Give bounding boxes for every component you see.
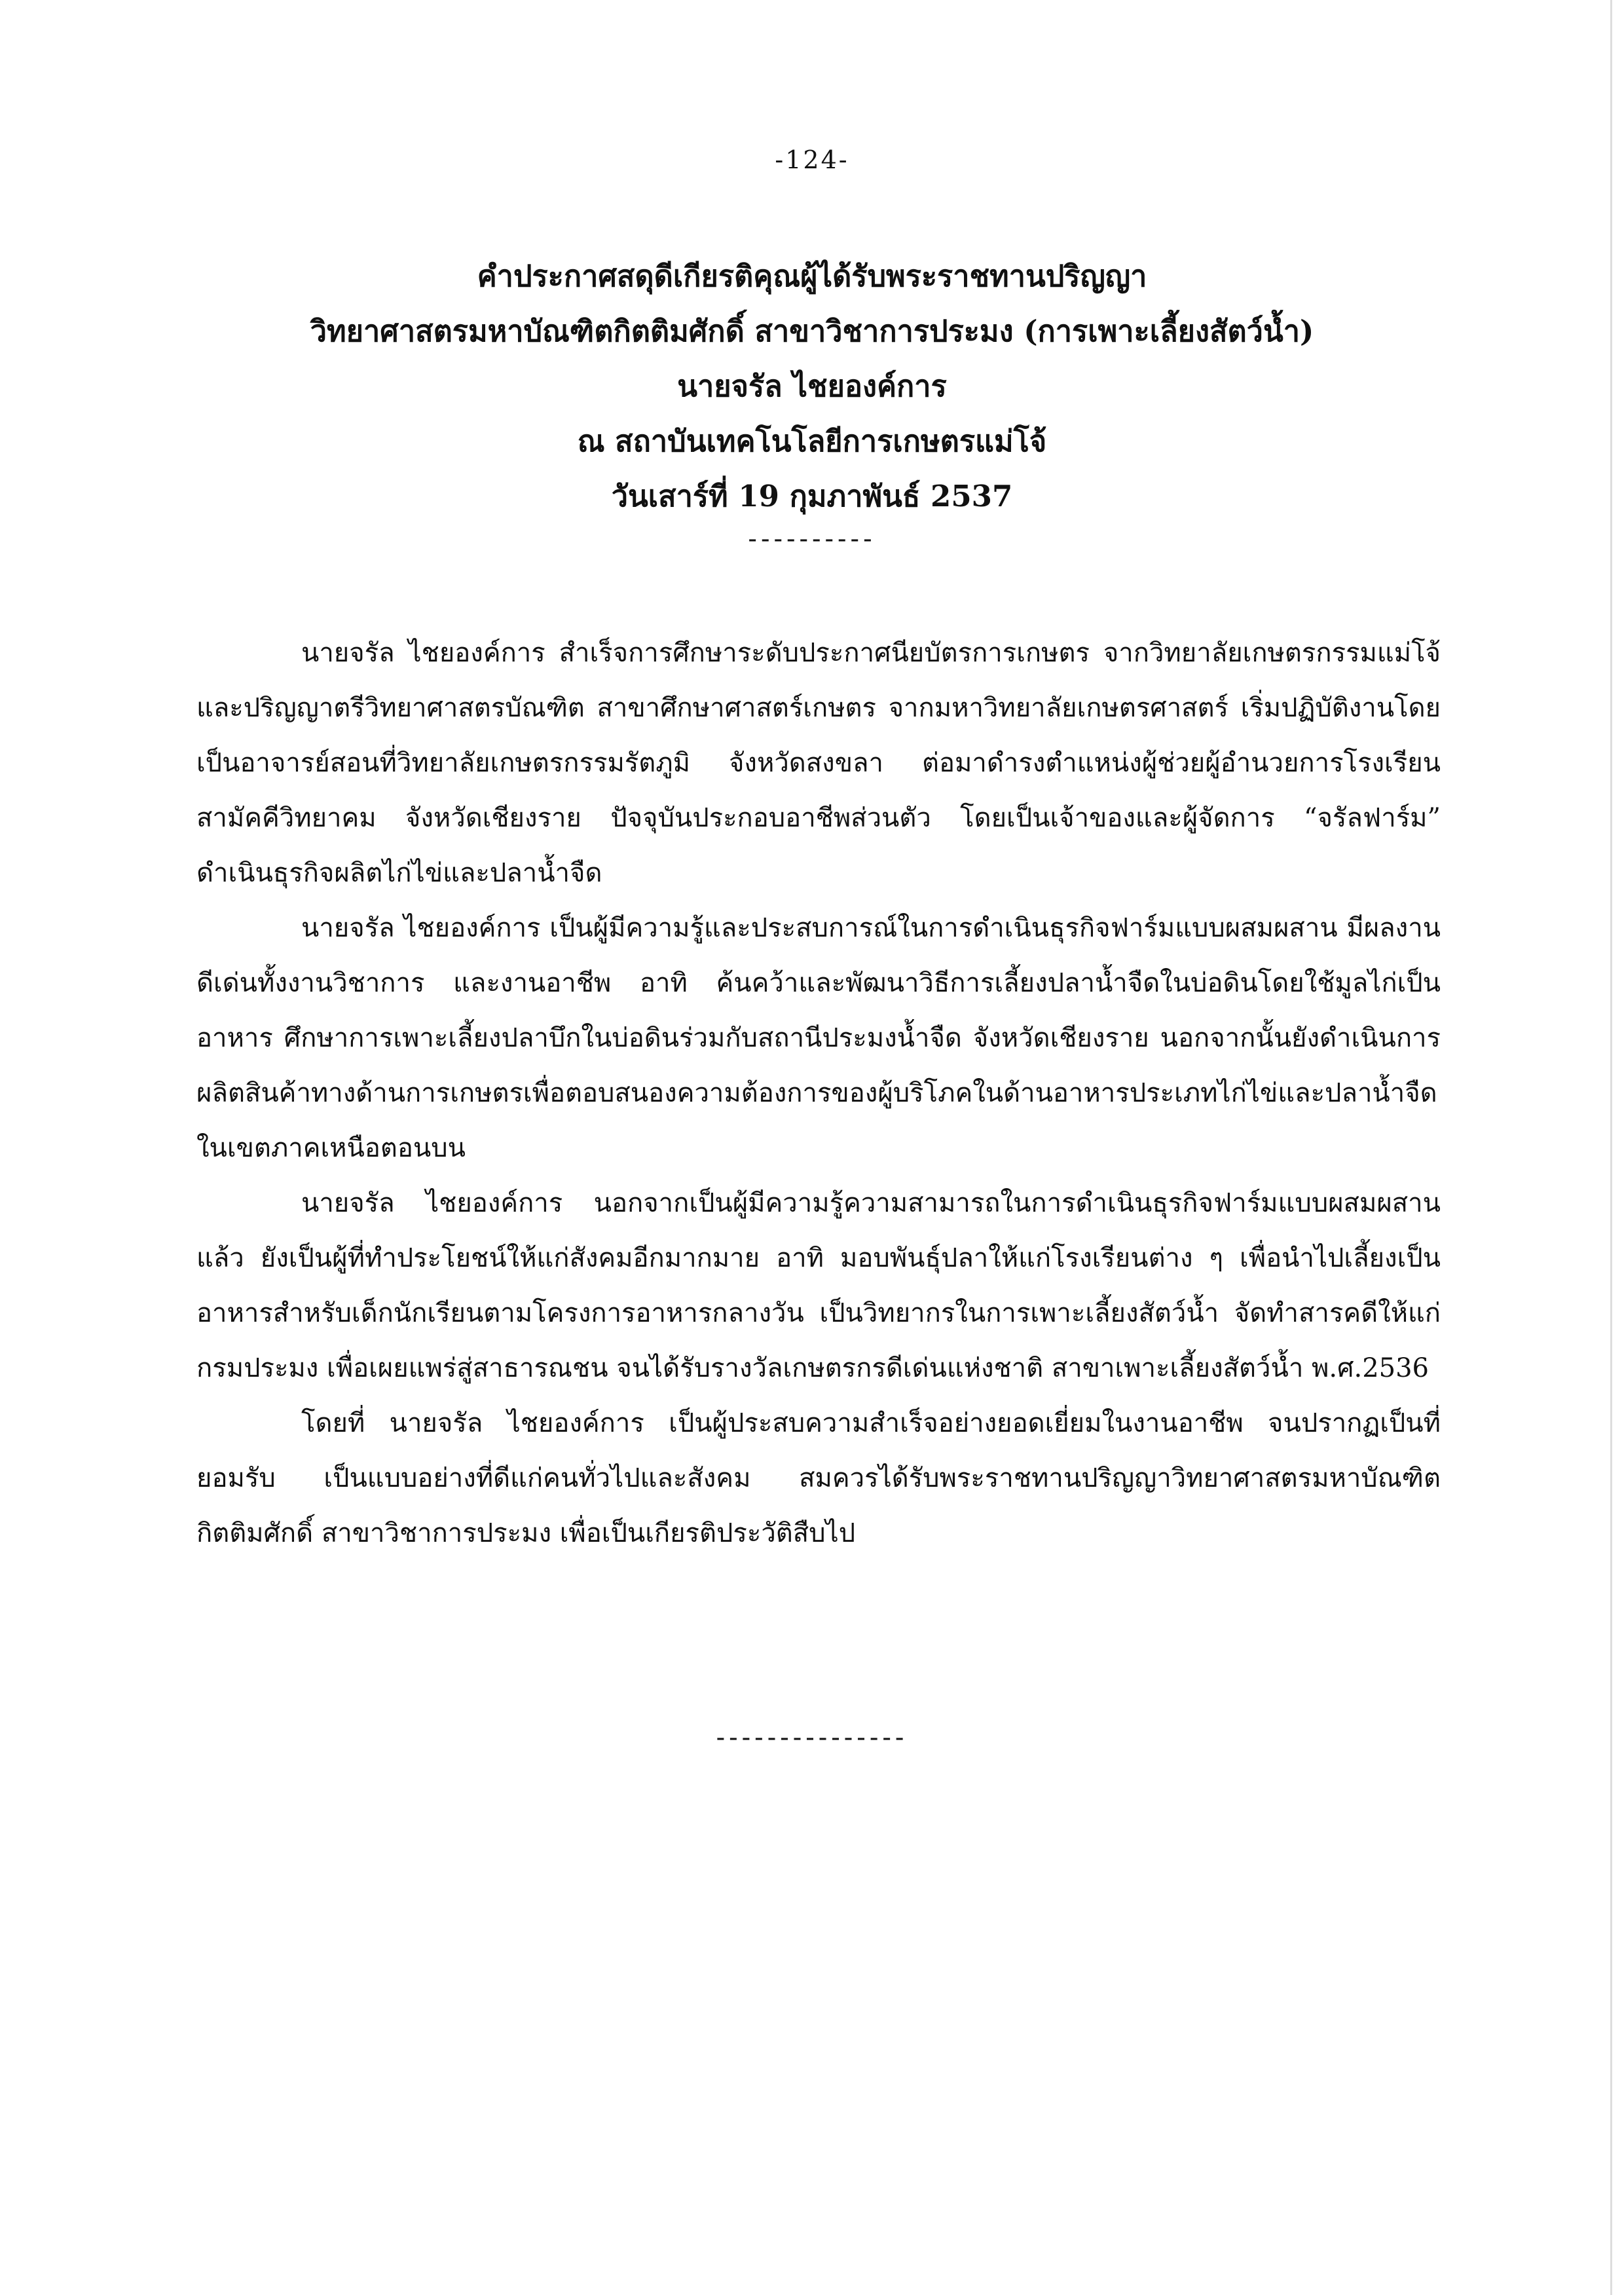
bottom-divider: --------------- (716, 1723, 908, 1753)
body-text (196, 625, 1441, 1561)
page-number: -124- (775, 145, 849, 174)
paragraph-2: นายจรัล ไชยองค์การ เป็นผู้มีความรู้และประสบการณ์ในการดำเนินธุรกิจฟาร์มแบบผสมผสาน มีผลงานดีเด่นทั้งงานวิชาการ และงานอาชีพ อาทิ ค้นคว้าและพัฒนาวิธีการเลี้ยงปลาน้ำจืดในบ่อดินโดยใช้มูลไก่เป็นอาหาร ศึกษาการเพาะเลี้ยงปลาบึกในบ่อดินร่วมกับสถานีประมงน้ำจืด จังหวัดเชียงราย นอกจากนั้นยังดำเนินการผลิตสินค้าทางด้านการเกษตรเพื่อตอบสนองความต้องการของผู้บริโภคในด้านอาหารประเภทไก่ไข่และปลาน้ำจืดในเขตภาคเหนือตอนบน (196, 913, 1441, 1163)
title-block (0, 249, 1624, 524)
title-line-4: ณ สถาบันเทคโนโลยีการเกษตรแม่โจ้ (577, 424, 1047, 458)
paragraph-4: โดยที่ นายจรัล ไชยองค์การ เป็นผู้ประสบความสำเร็จอย่างยอดเยี่ยมในงานอาชีพ จนปรากฏเป็นที่ยอมรับ เป็นแบบอย่างที่ดีแก่คนทั่วไปและสังคม สมควรได้รับพระราชทานปริญญาวิทยาศาสตรมหาบัณฑิตกิตติมศักดิ์ สาขาวิชาการประมง เพื่อเป็นเกียรติประวัติสืบไป (196, 1408, 1441, 1548)
title-line-2: วิทยาศาสตรมหาบัณฑิตกิตติมศักดิ์ สาขาวิชาการประมง (การเพาะเลี้ยงสัตว์น้ำ) (310, 314, 1314, 348)
top-divider: ---------- (748, 524, 876, 554)
title-line-3: นายจรัล ไชยองค์การ (677, 369, 947, 403)
paragraph-1: นายจรัล ไชยองค์การ สำเร็จการศึกษาระดับประกาศนียบัตรการเกษตร จากวิทยาลัยเกษตรกรรมแม่โจ้ และปริญญาตรีวิทยาศาสตรบัณฑิต สาขาศึกษาศาสตร์เกษตร จากมหาวิทยาลัยเกษตรศาสตร์ เริ่มปฏิบัติงานโดยเป็นอาจารย์สอนที่วิทยาลัยเกษตรกรรมรัตภูมิ จังหวัดสงขลา ต่อมาดำรงตำแหน่งผู้ช่วยผู้อำนวยการโรงเรียนสามัคคีวิทยาคม จังหวัดเชียงราย ปัจจุบันประกอบอาชีพส่วนตัว โดยเป็นเจ้าของและผู้จัดการ “จรัลฟาร์ม” ดำเนินธุรกิจผลิตไก่ไข่และปลาน้ำจืด (196, 638, 1441, 888)
title-line-5: วันเสาร์ที่ 19 กุมภาพันธ์ 2537 (611, 479, 1013, 513)
title-line-1: คำประกาศสดุดีเกียรติคุณผู้ได้รับพระราชทานปริญญา (477, 259, 1147, 293)
paragraph-3: นายจรัล ไชยองค์การ นอกจากเป็นผู้มีความรู้ความสามารถในการดำเนินธุรกิจฟาร์มแบบผสมผสานแล้ว ยังเป็นผู้ที่ทำประโยชน์ให้แก่สังคมอีกมากมาย อาทิ มอบพันธุ์ปลาให้แก่โรงเรียนต่าง ๆ เพื่อนำไปเลี้ยงเป็นอาหารสำหรับเด็กนักเรียนตามโครงการอาหารกลางวัน เป็นวิทยากรในการเพาะเลี้ยงสัตว์น้ำ จัดทำสารคดีให้แก่กรมประมง เพื่อเผยแพร่สู่สาธารณชน จนได้รับรางวัลเกษตรกรดีเด่นแห่งชาติ สาขาเพาะเลี้ยงสัตว์น้ำ พ.ศ.2536 (196, 1188, 1441, 1383)
